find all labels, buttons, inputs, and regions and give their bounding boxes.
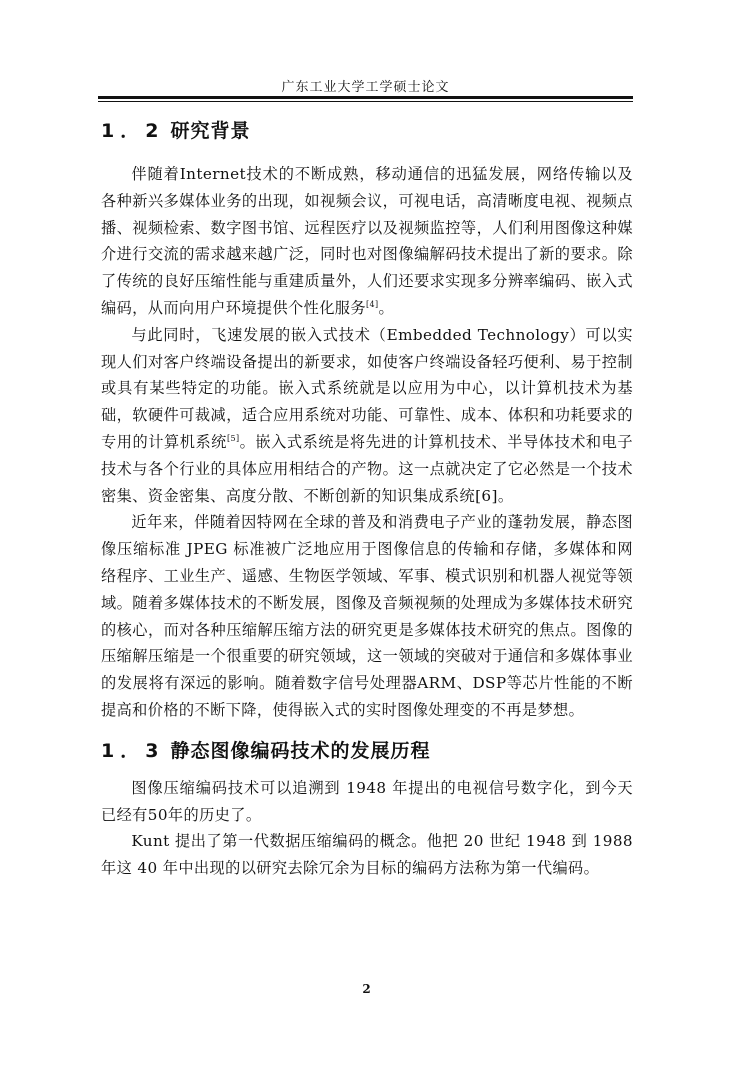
paragraph-tail: 。 <box>378 298 395 317</box>
paragraph-text: 近年来，伴随着因特网在全球的普及和消费电子产业的蓬勃发展，静态图像压缩标准 JPEG 标准被广泛地应用于图像信息的传输和存储，多媒体和网络程序、工业生产、遥感、生物医学领域、军事、模式识别和机器人视觉等领域。随着多媒体技术的不断发展，图像及音频视频的处理成为多媒体技术研究的核心，而对各种压缩解压缩方法的研究更是多媒体技术研究的焦点。图像的压缩解压缩是一个很重要的研究领域，这一领域的突破对于通信和多媒体事业的发展将有深远的影响。随着数字信号处理器ARM、DSP等芯片性能的不断提高和价格的不断下降，使得嵌入式的实时图像处理变的不再是梦想。 <box>101 513 633 719</box>
citation-ref: [4] <box>366 299 379 309</box>
paragraph-text: Kunt 提出了第一代数据压缩编码的概念。他把 20 世纪 1948 到 1988 年这 40 年中出现的以研究去除冗余为目标的编码方法称为第一代编码。 <box>101 832 633 878</box>
section-title: 研究背景 <box>170 120 251 142</box>
body-content <box>101 115 633 882</box>
section-number: 1．3 <box>101 739 165 762</box>
paragraph-history-2 <box>101 828 633 882</box>
section-title: 静态图像编码技术的发展历程 <box>170 739 431 762</box>
section-number: 1．2 <box>101 120 165 142</box>
paragraph-text: 伴随着Internet技术的不断成熟，移动通信的迅猛发展，网络传输以及各种新兴多媒体业务的出现，如视频会议，可视电话，高清晰度电视、视频点播、视频检索、数字图书馆、远程医疗以及视频监控等，人们利用图像这种媒介进行交流的需求越来越广泛，同时也对图像编解码技术提出了新的要求。除了传统的良好压缩性能与重建质量外，人们还要求实现多分辨率编码、嵌入式编码，从而向用户环境提供个性化服务 <box>101 165 633 317</box>
paragraph-history-1 <box>101 775 633 829</box>
page-number: 2 <box>362 982 371 996</box>
citation-ref: [5] <box>226 433 240 443</box>
paragraph-tail: 。嵌入式系统是将先进的计算机技术、半导体技术和电子技术与各个行业的具体应用相结合的产物。这一点就决定了它必然是一个技术密集、资金密集、高度分散、不断创新的知识集成系统[6]。 <box>101 432 634 505</box>
header-rule-thick <box>98 96 633 99</box>
header-rule-thin <box>98 101 633 102</box>
paragraph-background-2 <box>101 322 633 510</box>
paragraph-background-3 <box>101 509 633 723</box>
section-heading-1-2 <box>101 118 633 144</box>
paragraph-text: 图像压缩编码技术可以追溯到 1948 年提出的电视信号数字化，到今天已经有50年的历史了。 <box>101 778 633 824</box>
paragraph-text: 与此同时，飞速发展的嵌入式技术（Embedded Technology）可以实现人们对客户终端设备提出的新要求，如使客户终端设备轻巧便利、易于控制或具有某些特定的功能。嵌入式系统就是以应用为中心，以计算机技术为基础，软硬件可裁减，适合应用系统对功能、可靠性、成本、体积和功耗要求的专用的计算机系统 <box>101 325 633 451</box>
section-heading-1-3 <box>101 738 633 764</box>
running-header: 广东工业大学工学硕士论文 <box>281 80 450 95</box>
paragraph-background-1 <box>101 161 633 322</box>
